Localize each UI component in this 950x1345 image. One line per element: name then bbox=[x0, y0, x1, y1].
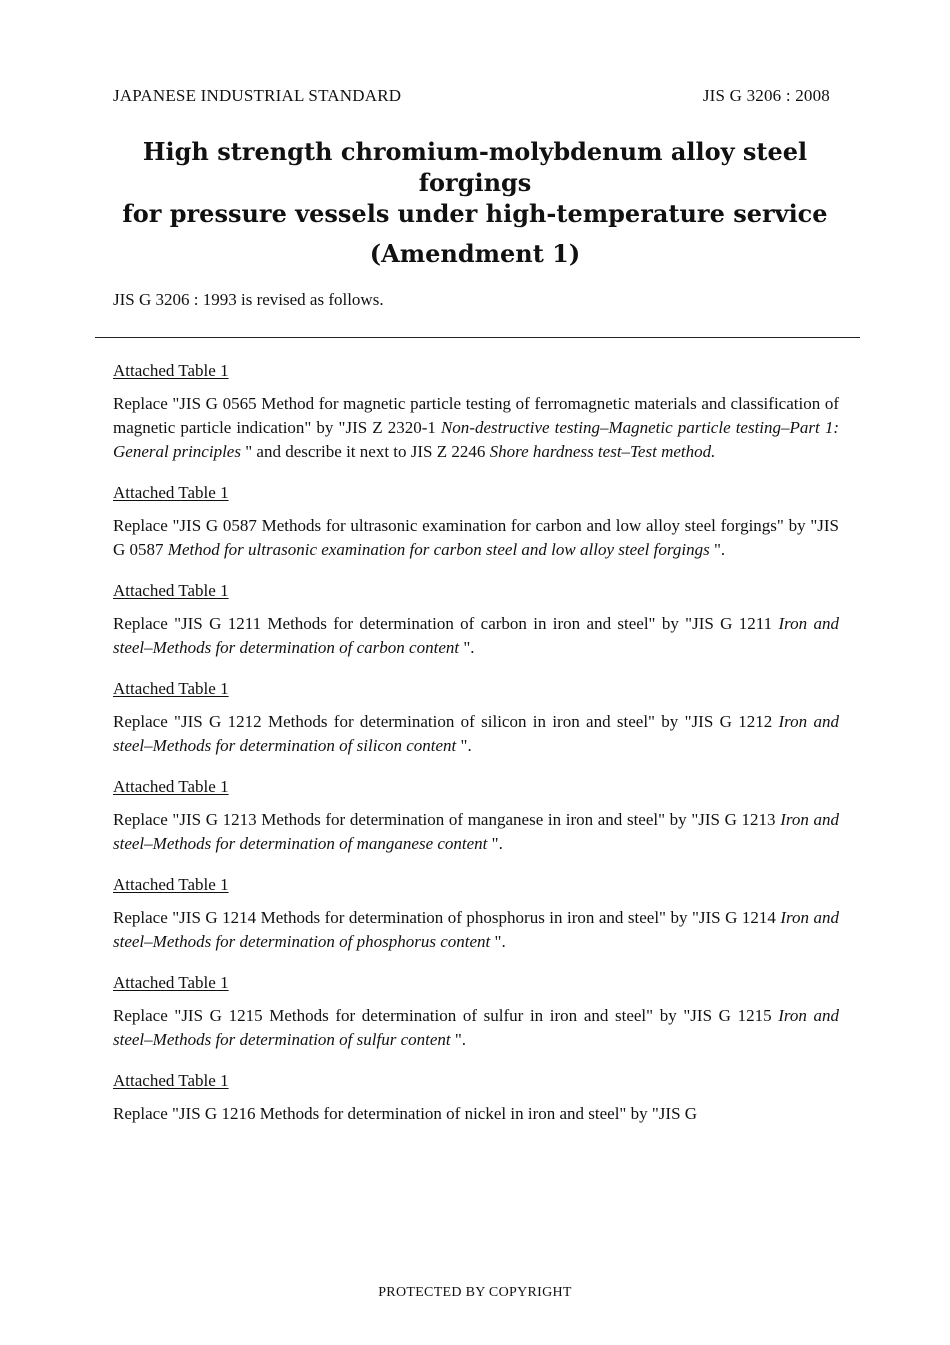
replacement-text: Replace "JIS G 1212 Methods for determination of silicon in iron and steel" by "JIS G 1212 bbox=[113, 712, 779, 731]
amendment-label: (Amendment 1) bbox=[369, 239, 581, 268]
replacement-text: Replace "JIS G 1216 Methods for determination of nickel in iron and steel" by "JIS G bbox=[113, 1104, 698, 1123]
amendment-entry bbox=[113, 873, 839, 954]
amendment-entry bbox=[113, 677, 839, 758]
standard-title: Iron and steel–Methods for determination of phosphorus content bbox=[113, 908, 839, 951]
replacement-text: Replace "JIS G 0565 Method for magnetic particle testing of ferromagnetic materials and classification of magnetic particle indication" by "JIS Z 2320-1 bbox=[113, 394, 839, 437]
replacement-text: " and describe it next to JIS Z 2246 bbox=[240, 442, 490, 461]
copyright-footer: PROTECTED BY COPYRIGHT bbox=[378, 1285, 572, 1300]
document-title bbox=[95, 136, 855, 269]
entry-text bbox=[113, 612, 839, 660]
standard-title: Non-destructive testing–Magnetic particle testing–Part 1: General principles bbox=[113, 418, 839, 461]
replacement-text: Replace "JIS G 1213 Methods for determination of manganese in iron and steel" by "JIS G 1213 bbox=[113, 810, 781, 829]
entry-heading: Attached Table 1 bbox=[113, 581, 229, 600]
replacement-text: ". bbox=[450, 1030, 467, 1049]
entry-text bbox=[113, 392, 839, 464]
entry-heading: Attached Table 1 bbox=[113, 361, 229, 380]
intro-statement: JIS G 3206 : 1993 is revised as follows. bbox=[113, 290, 384, 309]
entry-heading: Attached Table 1 bbox=[113, 973, 229, 992]
amendment-entry bbox=[113, 1069, 839, 1126]
entry-heading: Attached Table 1 bbox=[113, 777, 229, 796]
replacement-text: ". bbox=[456, 736, 472, 755]
standard-title: Iron and steel–Methods for determination of silicon content bbox=[113, 712, 839, 755]
title-line-1: High strength chromium-molybdenum alloy steel forgings bbox=[142, 137, 808, 197]
amendment-entry bbox=[113, 359, 839, 464]
replacement-text: ". bbox=[709, 540, 726, 559]
entry-text bbox=[113, 1004, 839, 1052]
replacement-text: ". bbox=[490, 932, 506, 951]
amendment-entry bbox=[113, 971, 839, 1052]
standard-title: Method for ultrasonic examination for carbon steel and low alloy steel forgings bbox=[167, 540, 710, 559]
entry-text bbox=[113, 808, 839, 856]
entry-heading: Attached Table 1 bbox=[113, 1071, 229, 1090]
standard-title: Iron and steel–Methods for determination of carbon content bbox=[113, 614, 839, 657]
entry-heading: Attached Table 1 bbox=[113, 679, 229, 698]
entry-text bbox=[113, 1102, 839, 1126]
replacement-text: Replace "JIS G 1215 Methods for determination of sulfur in iron and steel" by "JIS G 1215 bbox=[113, 1006, 779, 1025]
standard-title: Iron and steel–Methods for determination of manganese content bbox=[113, 810, 839, 853]
entry-text bbox=[113, 710, 839, 758]
replacement-text: Replace "JIS G 0587 Methods for ultrasonic examination for carbon and low alloy steel forgings" by "JIS G 0587 bbox=[113, 516, 839, 559]
standard-label: JAPANESE INDUSTRIAL STANDARD bbox=[113, 86, 402, 105]
horizontal-divider bbox=[95, 337, 860, 338]
replacement-text: ". bbox=[487, 834, 503, 853]
amendment-entries bbox=[113, 359, 839, 1143]
entry-text bbox=[113, 906, 839, 954]
title-line-2: for pressure vessels under high-temperature service bbox=[122, 199, 828, 228]
entry-heading: Attached Table 1 bbox=[113, 483, 229, 502]
replacement-text: Replace "JIS G 1211 Methods for determination of carbon in iron and steel" by "JIS G 1211 bbox=[113, 614, 779, 633]
replacement-text: ". bbox=[459, 638, 475, 657]
replacement-text: Replace "JIS G 1214 Methods for determination of phosphorus in iron and steel" by "JIS G 1214 bbox=[113, 908, 781, 927]
amendment-entry bbox=[113, 579, 839, 660]
amendment-entry bbox=[113, 775, 839, 856]
entry-text bbox=[113, 514, 839, 562]
standard-title: Iron and steel–Methods for determination of sulfur content bbox=[113, 1006, 839, 1049]
amendment-entry bbox=[113, 481, 839, 562]
standard-number: JIS G 3206 : 2008 bbox=[702, 86, 830, 105]
standard-title: Shore hardness test–Test method. bbox=[489, 442, 716, 461]
running-header bbox=[113, 86, 830, 106]
entry-heading: Attached Table 1 bbox=[113, 875, 229, 894]
